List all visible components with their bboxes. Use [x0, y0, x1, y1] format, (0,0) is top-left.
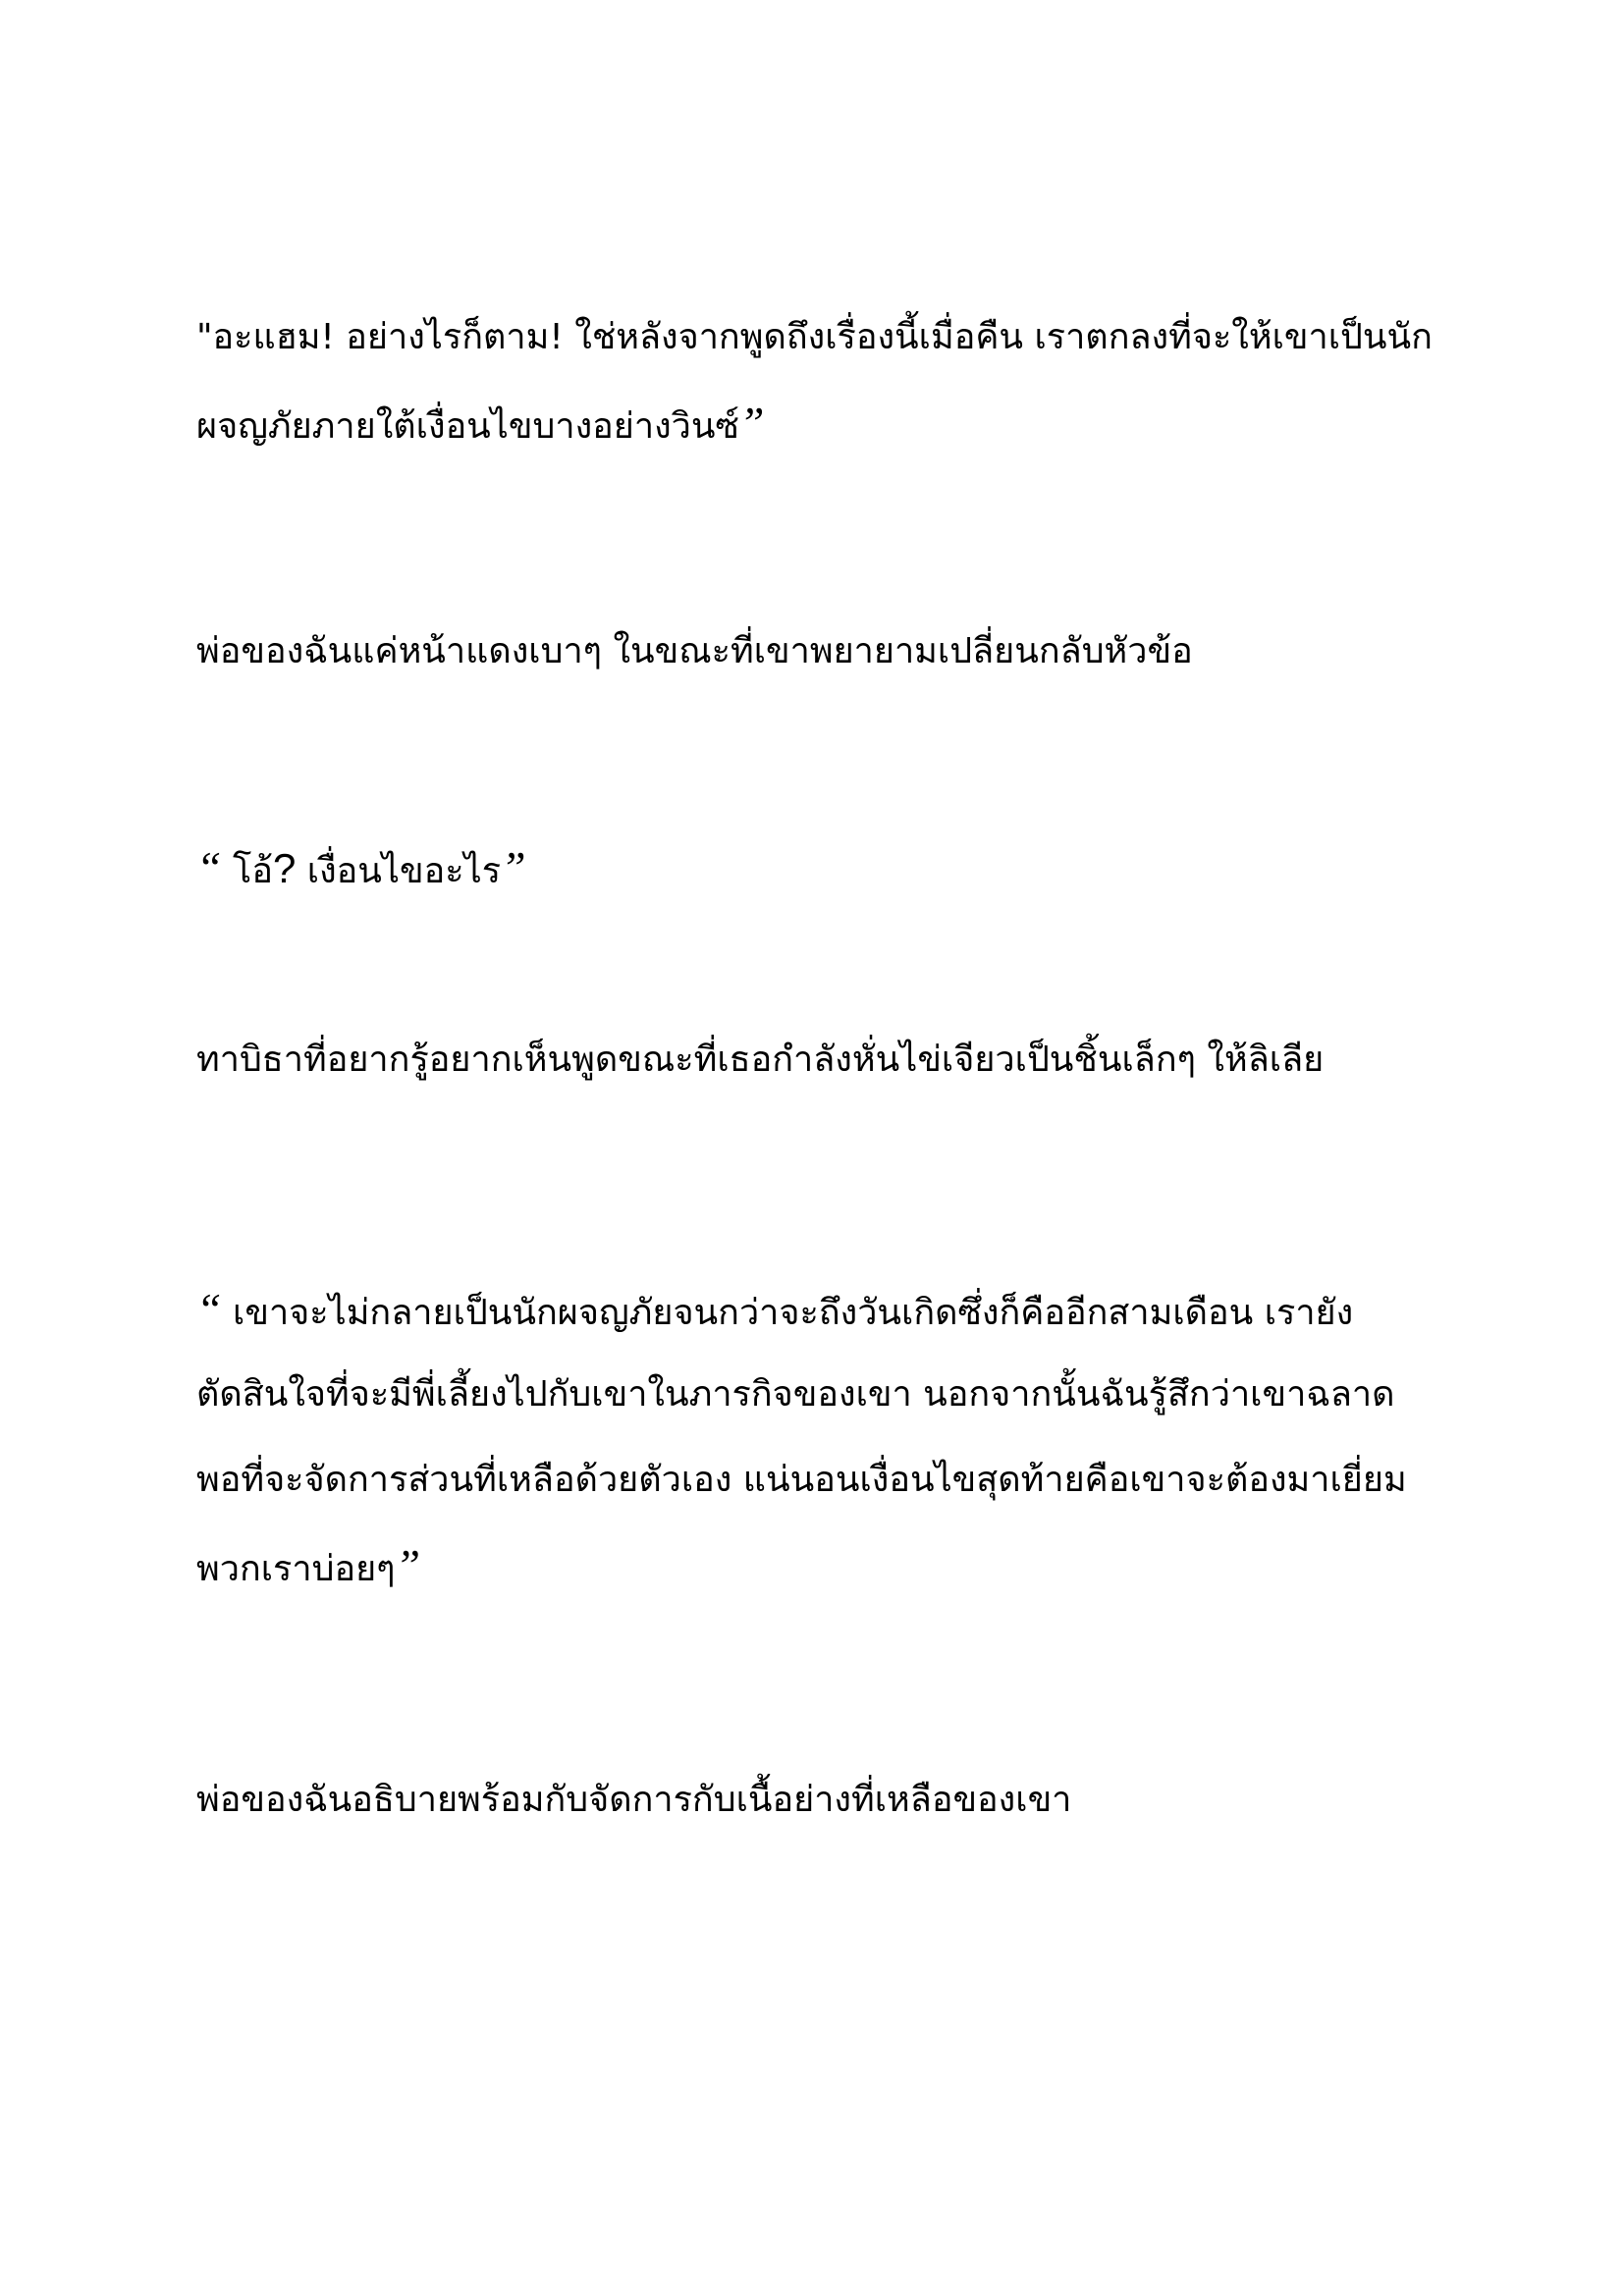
paragraph-narration-1: [196, 609, 1424, 694]
text-segment: ผจญภัยภายใต้เงื่อนไขบางอย่างวินซ์: [196, 406, 739, 447]
open-quote: “: [196, 1284, 222, 1334]
text-segment: พวกเราบ่อยๆ: [196, 1549, 396, 1589]
paragraph-dialogue-2: [196, 825, 1424, 910]
text-line: [196, 1266, 1424, 1352]
text-line: [196, 1522, 1424, 1608]
text-line: พอที่จะจัดการส่วนที่เหลือด้วยตัวเอง แน่นอนเงื่อนไขสุดท้ายคือเขาจะต้องมาเยี่ยม: [196, 1460, 1407, 1500]
text-line: พ่อของฉันแค่หน้าแดงเบาๆ ในขณะที่เขาพยายามเปลี่ยนกลับหัวข้อ: [196, 631, 1193, 671]
question-mark: ?: [273, 845, 297, 891]
text-line: "อะแฮม! อย่างไรก็ตาม! ใช่หลังจากพูดถึงเรื่องนี้เมื่อคืน เราตกลงที่จะให้เขาเป็นนัก: [196, 317, 1433, 357]
text-line: ตัดสินใจที่จะมีพี่เลี้ยงไปกับเขาในภารกิจของเขา นอกจากนั้นฉันรู้สึกว่าเขาฉลาด: [196, 1374, 1395, 1415]
text-line: พ่อของฉันอธิบายพร้อมกับจัดการกับเนื้อย่างที่เหลือของเขา: [196, 1780, 1072, 1820]
close-quote: ”: [395, 1540, 421, 1590]
text-segment: เขาจะไม่กลายเป็นนักผจญภัยจนกว่าจะถึงวันเกิดซึ่งก็คืออีกสามเดือน เรายัง: [221, 1293, 1354, 1333]
paragraph-narration-3: [196, 1757, 1424, 1842]
paragraph-dialogue-1: [196, 294, 1433, 465]
open-quote: “: [196, 842, 222, 892]
close-quote: ”: [738, 398, 765, 448]
close-quote: ”: [501, 842, 526, 892]
text-segment: โอ้: [221, 851, 273, 891]
text-segment: เงื่อนไขอะไร: [296, 851, 502, 891]
text-line: [196, 825, 1424, 910]
paragraph-dialogue-3: [196, 1266, 1424, 1608]
paragraph-narration-2: [196, 1017, 1424, 1102]
text-line: ทาบิธาที่อยากรู้อยากเห็นพูดขณะที่เธอกำลังหั่นไข่เจียวเป็นชิ้นเล็กๆ ให้ลิเลีย: [196, 1040, 1325, 1080]
text-line: [196, 380, 1424, 465]
